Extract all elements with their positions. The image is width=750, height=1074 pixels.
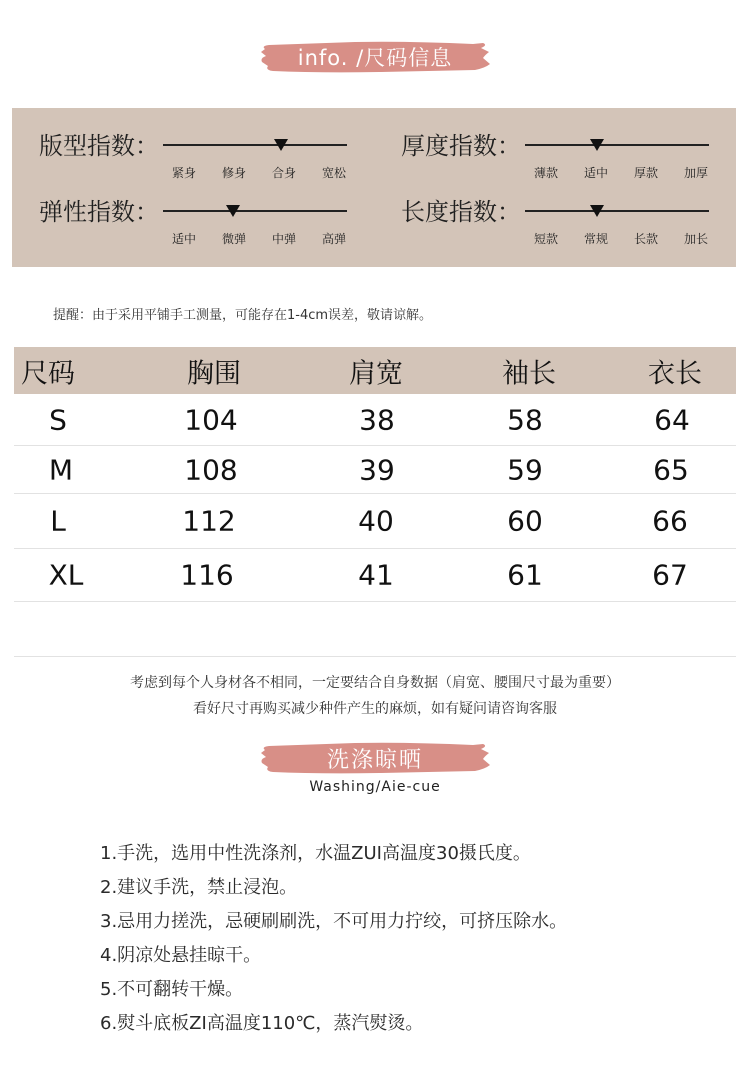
table-row bbox=[14, 549, 736, 602]
fit-index-label: 版型指数： bbox=[39, 132, 159, 160]
option-label: 长款 bbox=[633, 232, 658, 246]
list-item: 1.手洗，选用中性洗涤剂，水温ZUI高温度30摄氏度。 bbox=[100, 843, 531, 864]
option-label: 加长 bbox=[683, 232, 708, 246]
index-options bbox=[534, 230, 708, 247]
header-cell: 尺码 bbox=[21, 358, 75, 389]
header-cell: 胸围 bbox=[187, 358, 241, 389]
header-cell: 衣长 bbox=[648, 358, 702, 389]
option-label: 微弹 bbox=[221, 232, 246, 246]
section-title-banner bbox=[259, 40, 491, 74]
index-scale-line bbox=[525, 210, 709, 212]
option-label: 厚款 bbox=[633, 166, 658, 180]
table-cell: M bbox=[48, 453, 74, 486]
selection-marker-icon bbox=[274, 139, 288, 151]
selection-marker-icon bbox=[226, 205, 240, 217]
table-cell: 64 bbox=[654, 403, 690, 436]
table-cell: XL bbox=[48, 558, 84, 592]
table-cell: 40 bbox=[358, 504, 394, 538]
wash-instructions bbox=[100, 841, 567, 1045]
table-cell: 116 bbox=[180, 558, 234, 592]
table-cell: 104 bbox=[184, 403, 238, 436]
wash-subtitle: Washing/Aie-cue bbox=[309, 779, 441, 795]
table-cell: 38 bbox=[359, 403, 395, 436]
index-options bbox=[172, 164, 346, 181]
option-label: 常规 bbox=[583, 232, 608, 246]
fit-index-panel bbox=[12, 108, 736, 267]
size-advice-line: 看好尺寸再购买减少种件产生的麻烦，如有疑问请咨询客服 bbox=[193, 701, 557, 717]
table-cell: 108 bbox=[184, 453, 238, 486]
index-scale-line bbox=[525, 144, 709, 146]
selection-marker-icon bbox=[590, 139, 604, 151]
table-cell: S bbox=[49, 403, 67, 436]
option-label: 加厚 bbox=[683, 166, 708, 180]
option-label: 高弹 bbox=[321, 232, 346, 246]
option-label: 适中 bbox=[172, 232, 197, 246]
wash-title: 洗涤晾晒 bbox=[326, 747, 423, 773]
thickness-index-label: 厚度指数： bbox=[401, 132, 521, 160]
table-cell: 41 bbox=[358, 558, 394, 592]
table-row bbox=[14, 394, 736, 446]
section-title-banner bbox=[259, 741, 491, 775]
option-label: 短款 bbox=[534, 232, 559, 246]
table-cell: 58 bbox=[507, 403, 543, 436]
option-label: 中弹 bbox=[271, 232, 296, 246]
size-advice-line: 考虑到每个人身材各不相同，一定要结合自身数据（肩宽、腰围尺寸最为重要） bbox=[130, 675, 620, 691]
table-cell: 65 bbox=[653, 453, 689, 486]
table-cell: 61 bbox=[507, 558, 543, 592]
table-header bbox=[14, 347, 736, 394]
table-cell: 39 bbox=[359, 453, 395, 486]
option-label: 合身 bbox=[271, 166, 296, 180]
option-label: 适中 bbox=[583, 166, 608, 180]
length-index-label: 长度指数： bbox=[401, 198, 521, 226]
info-title: info. /尺码信息 bbox=[297, 46, 453, 70]
list-item: 2.建议手洗，禁止浸泡。 bbox=[100, 877, 298, 898]
index-scale-line bbox=[163, 144, 347, 146]
header-cell: 肩宽 bbox=[349, 358, 403, 389]
list-item: 3.忌用力搓洗，忌硬刷刷洗，不可用力拧绞，可挤压除水。 bbox=[100, 911, 568, 932]
table-cell: 59 bbox=[507, 453, 543, 486]
table-cell: 67 bbox=[652, 558, 688, 592]
stretch-index-label: 弹性指数： bbox=[39, 198, 159, 226]
table-row bbox=[14, 494, 736, 549]
option-label: 修身 bbox=[221, 166, 246, 180]
index-scale-line bbox=[163, 210, 347, 212]
selection-marker-icon bbox=[590, 205, 604, 217]
option-label: 宽松 bbox=[321, 166, 346, 180]
option-label: 紧身 bbox=[172, 166, 197, 180]
index-options bbox=[534, 164, 708, 181]
table-cell: 66 bbox=[652, 504, 688, 538]
table-cell: L bbox=[50, 504, 66, 538]
size-table bbox=[14, 347, 736, 602]
table-cell: 112 bbox=[182, 504, 236, 538]
list-item: 6.熨斗底板ZI高温度110℃，蒸汽熨烫。 bbox=[100, 1013, 424, 1034]
list-item: 4.阴凉处悬挂晾干。 bbox=[100, 945, 262, 966]
measurement-note: 提醒：由于采用平铺手工测量，可能存在1-4cm误差，敬请谅解。 bbox=[53, 308, 433, 323]
table-row bbox=[14, 446, 736, 494]
list-item: 5.不可翻转干燥。 bbox=[100, 979, 244, 1000]
header-cell: 袖长 bbox=[502, 358, 556, 389]
divider bbox=[14, 656, 736, 657]
index-options bbox=[172, 230, 346, 247]
option-label: 薄款 bbox=[534, 166, 559, 180]
table-cell: 60 bbox=[507, 504, 543, 538]
